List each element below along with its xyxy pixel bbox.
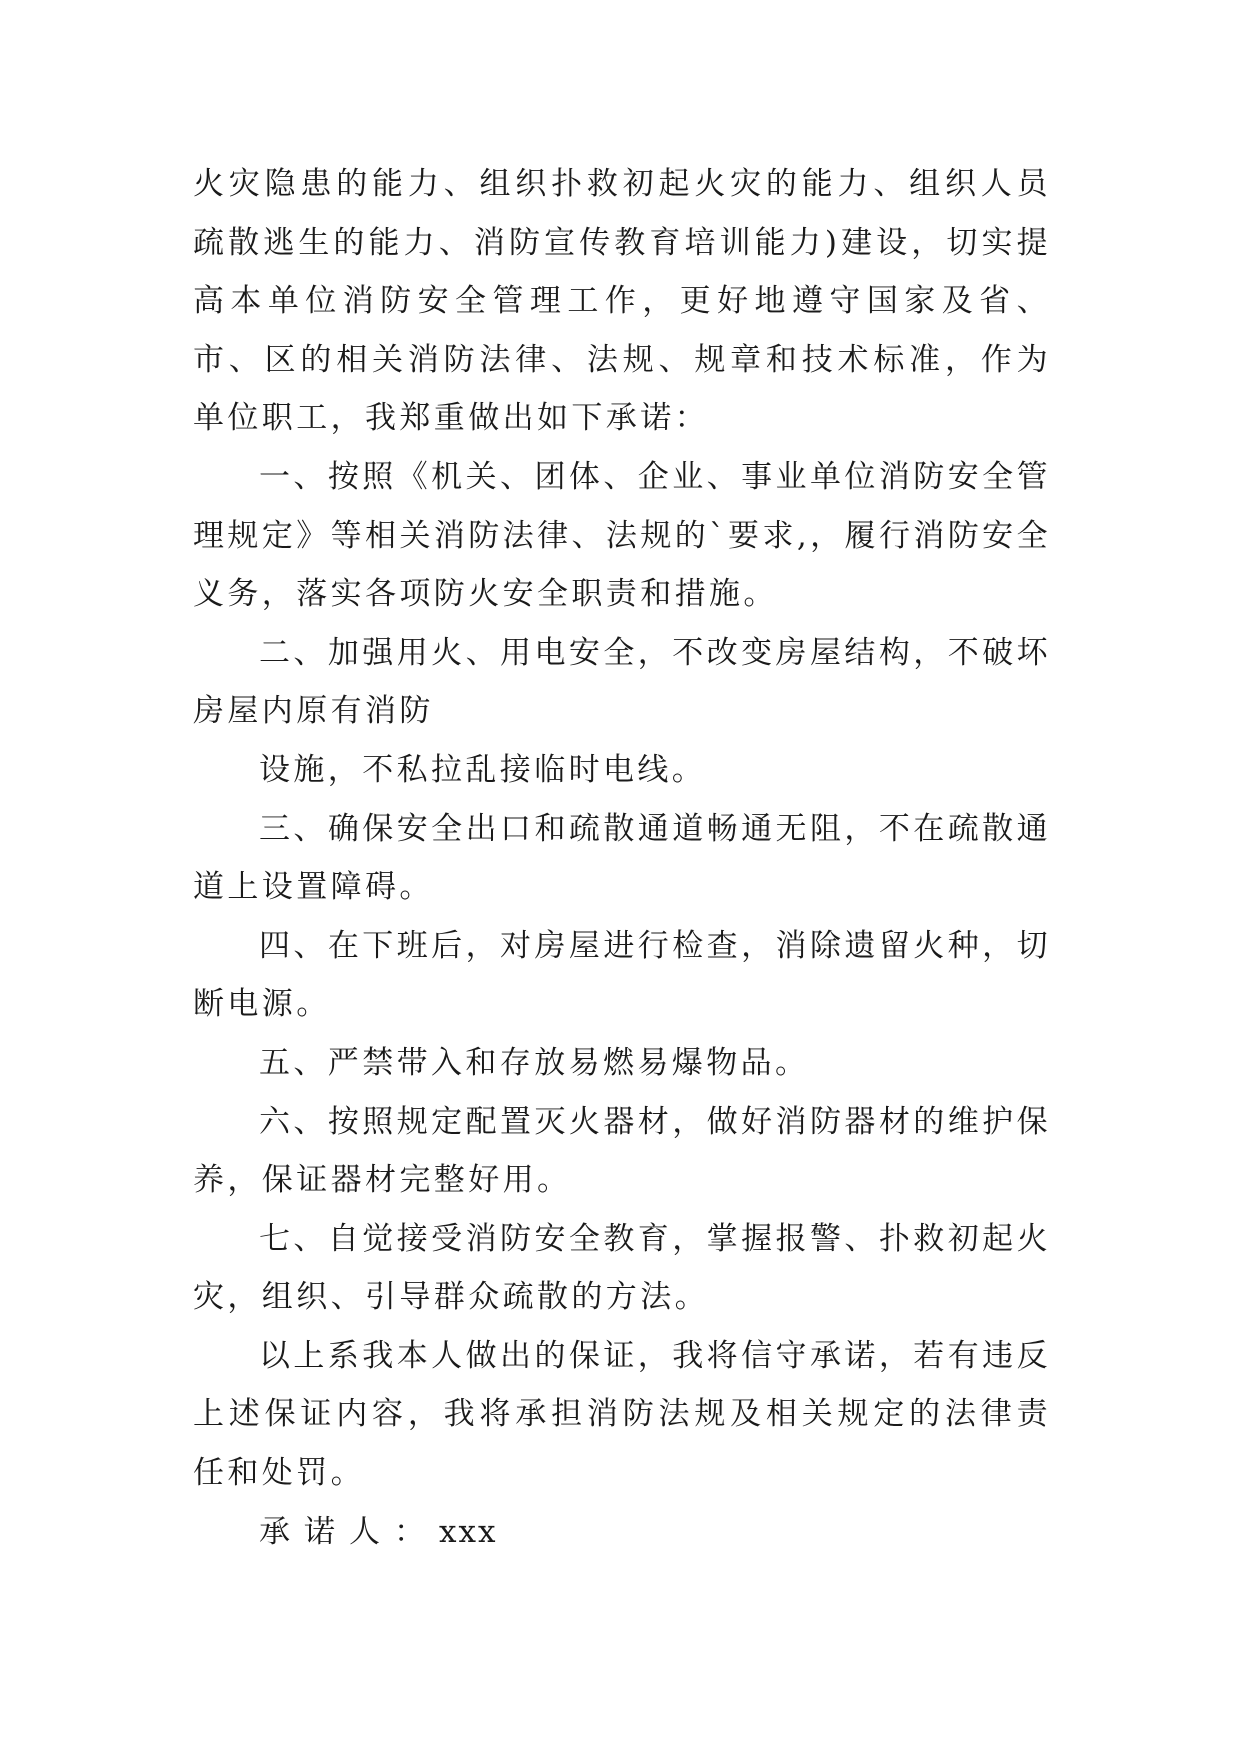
document-body (193, 155, 1051, 1561)
signature-label: 承诺人： (259, 1513, 439, 1550)
paragraph-item-2: 二、加强用火、用电安全，不改变房屋结构，不破坏房屋内原有消防 (193, 634, 1051, 730)
signature-value: xxx (439, 1513, 498, 1550)
paragraph-closing-statement: 以上系我本人做出的保证，我将信守承诺，若有违反上述保证内容，我将承担消防法规及相关规定的法律责任和处罚。 (193, 1337, 1051, 1492)
signature-line (193, 1503, 1051, 1562)
paragraph-item-2-continuation: 设施，不私拉乱接临时电线。 (259, 751, 707, 788)
paragraph-item-1: 一、按照《机关、团体、企业、事业单位消防安全管理规定》等相关消防法律、法规的`要求,，履行消防安全义务，落实各项防火安全职责和措施。 (193, 458, 1051, 613)
paragraph-item-7: 七、自觉接受消防安全教育，掌握报警、扑救初起火灾，组织、引导群众疏散的方法。 (193, 1220, 1051, 1316)
paragraph-item-5: 五、严禁带入和存放易燃易爆物品。 (259, 1044, 810, 1081)
paragraph-item-4: 四、在下班后，对房屋进行检查，消除遗留火种，切断电源。 (193, 927, 1051, 1023)
paragraph-item-3: 三、确保安全出口和疏散通道畅通无阻，不在疏散通道上设置障碍。 (193, 810, 1051, 906)
paragraph-intro-continuation: 火灾隐患的能力、组织扑救初起火灾的能力、组织人员疏散逃生的能力、消防宣传教育培训能力)建设，切实提高本单位消防安全管理工作，更好地遵守国家及省、市、区的相关消防法律、法规、规章和技术标准，作为单位职工，我郑重做出如下承诺： (193, 166, 1051, 437)
paragraph-item-6: 六、按照规定配置灭火器材，做好消防器材的维护保养，保证器材完整好用。 (193, 1103, 1051, 1199)
